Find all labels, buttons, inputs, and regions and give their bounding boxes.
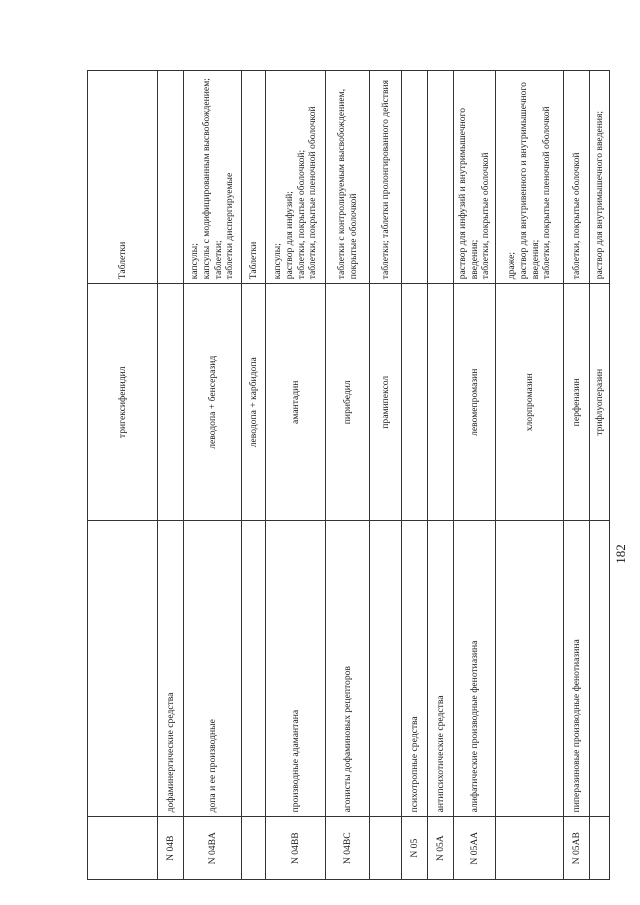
inn-cell xyxy=(158,284,184,521)
page-number: 182 xyxy=(613,544,628,564)
group-cell xyxy=(496,521,564,817)
form-cell xyxy=(242,71,266,284)
form-cell xyxy=(184,71,242,284)
form-cell xyxy=(326,71,370,284)
form-line: раствор для внутривенного и внутримышечного xyxy=(517,82,529,280)
code-cell xyxy=(590,817,610,880)
form-line: Таблетки xyxy=(247,241,259,280)
form-cell xyxy=(428,71,454,284)
group-cell: алифатические производные фенотиазина xyxy=(454,521,496,817)
code-cell: N 04BB xyxy=(266,817,326,880)
form-line: таблетки; таблетки пролонгированного действия xyxy=(379,79,391,280)
group-cell xyxy=(88,521,158,817)
group-cell: производные адамантана xyxy=(266,521,326,817)
group-cell xyxy=(370,521,402,817)
form-line: капсулы; xyxy=(189,243,201,280)
form-cell xyxy=(454,71,496,284)
inn-cell: трифлуоперазин xyxy=(590,284,610,521)
inn-cell: пирибедил xyxy=(326,284,370,521)
table-row xyxy=(454,71,496,880)
inn-cell: прамипексол xyxy=(370,284,402,521)
group-cell: допа и ее производные xyxy=(184,521,242,817)
table-row xyxy=(266,71,326,880)
table-row xyxy=(158,71,184,880)
form-line: раствор для внутримышечного введения; xyxy=(593,110,605,280)
form-line: таблетки, покрытые пленочной оболочкой xyxy=(307,106,319,280)
form-line: таблетки; xyxy=(212,240,224,280)
inn-cell: леводопа + карбидопа xyxy=(242,284,266,521)
table-row xyxy=(88,71,158,880)
inn-cell: перфеназин xyxy=(564,284,590,521)
form-line: капсулы с модифицированным высвобождением; xyxy=(200,78,212,280)
form-line: раствор для инфузий; xyxy=(283,191,295,280)
group-cell xyxy=(242,521,266,817)
form-line: введения; xyxy=(529,239,541,280)
form-line: таблетки, покрытые пленочной оболочкой xyxy=(541,106,553,280)
form-line: таблетки, покрытые оболочкой; xyxy=(295,149,307,280)
drug-table xyxy=(87,70,610,880)
group-cell: пиперазиновые производные фенотиазина xyxy=(564,521,590,817)
table-row xyxy=(242,71,266,880)
table-row xyxy=(564,71,590,880)
table-row xyxy=(496,71,564,880)
form-line: введения; xyxy=(468,239,480,280)
group-cell: антипсихотические средства xyxy=(428,521,454,817)
form-line: покрытые оболочкой xyxy=(347,193,359,280)
table-row xyxy=(402,71,428,880)
table-row xyxy=(184,71,242,880)
group-cell: дофаминергические средства xyxy=(158,521,184,817)
inn-cell: леводопа + бенсеразид xyxy=(184,284,242,521)
table-row xyxy=(370,71,402,880)
form-cell xyxy=(590,71,610,284)
form-cell xyxy=(564,71,590,284)
table-row xyxy=(326,71,370,880)
form-line: раствор для инфузий и внутримышечного xyxy=(456,107,468,280)
form-cell: Таблетки xyxy=(88,71,158,284)
code-cell xyxy=(496,817,564,880)
inn-cell: хлорпромазин xyxy=(496,284,564,521)
group-cell: психотропные средства xyxy=(402,521,428,817)
code-cell: N 05 xyxy=(402,817,428,880)
code-cell: N 04BA xyxy=(184,817,242,880)
form-cell xyxy=(496,71,564,284)
rotated-page xyxy=(87,70,605,880)
form-cell xyxy=(158,71,184,284)
code-cell: N 05AB xyxy=(564,817,590,880)
inn-cell xyxy=(402,284,428,521)
table-row xyxy=(590,71,610,880)
code-cell: N 05AA xyxy=(454,817,496,880)
inn-cell: левомепромазин xyxy=(454,284,496,521)
form-cell xyxy=(370,71,402,284)
code-cell xyxy=(88,817,158,880)
group-cell: агонисты дофаминовых рецепторов xyxy=(326,521,370,817)
inn-cell xyxy=(428,284,454,521)
form-cell xyxy=(266,71,326,284)
code-cell: N 04BC xyxy=(326,817,370,880)
form-line: таблетки, покрытые оболочкой xyxy=(480,152,492,280)
code-cell xyxy=(242,817,266,880)
form-line: капсулы; xyxy=(272,243,284,280)
form-line: таблетки с контролируемым высвобождением, xyxy=(335,88,347,280)
inn-cell: амантадин xyxy=(266,284,326,521)
group-cell xyxy=(590,521,610,817)
code-cell xyxy=(370,817,402,880)
table-row xyxy=(428,71,454,880)
form-cell xyxy=(402,71,428,284)
code-cell: N 05A xyxy=(428,817,454,880)
code-cell: N 04B xyxy=(158,817,184,880)
inn-cell: тригексифенидил xyxy=(88,284,158,521)
form-line: драже; xyxy=(506,251,518,280)
form-line: таблетки диспергируемые xyxy=(224,172,236,280)
form-line: таблетки, покрытые оболочкой xyxy=(570,152,582,280)
